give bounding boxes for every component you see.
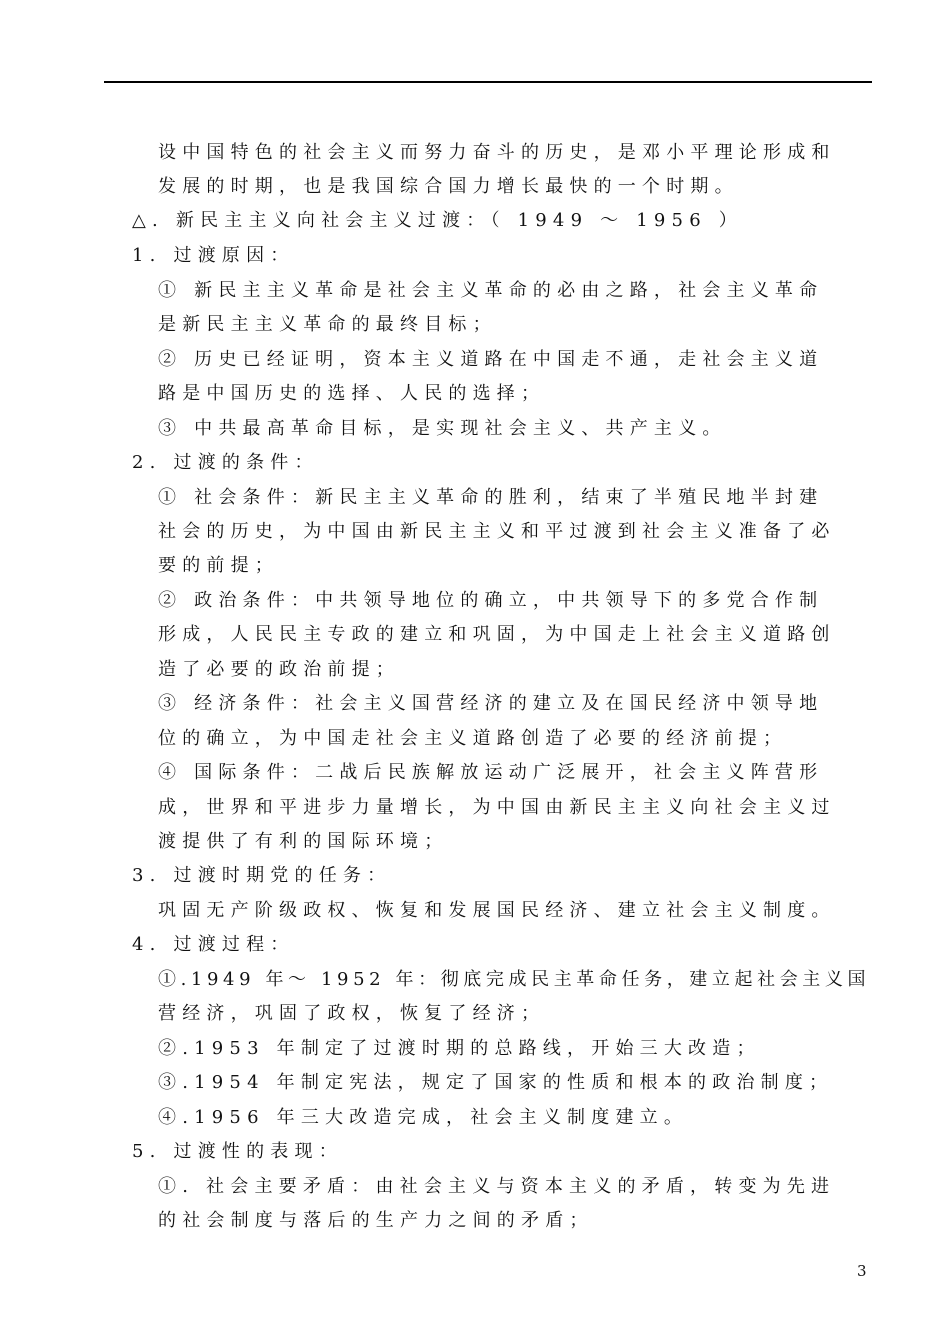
text-line: 造了必要的政治前提； [158,659,400,680]
text-line: ③ 中共最高革命目标，是实现社会主义、共产主义。 [158,418,727,439]
item-heading: 3. 过渡时期党的任务： [132,865,392,886]
text-line: ② 历史已经证明，资本主义道路在中国走不通，走社会主义道 [158,349,824,370]
text-line: ③ 经济条件：社会主义国营经济的建立及在国民经济中领导地 [158,693,824,714]
text-line: 巩固无产阶级政权、恢复和发展国民经济、建立社会主义制度。 [158,900,836,921]
text-line: 路是中国历史的选择、人民的选择； [158,383,546,404]
item-heading: 5. 过渡性的表现： [132,1141,343,1162]
section-heading: △. 新民主主义向社会主义过渡：（ 1949 ～ 1956 ） [132,210,743,231]
text-line: 成，世界和平进步力量增长，为中国由新民主主义向社会主义过 [158,797,836,818]
text-line: ① 社会条件：新民主主义革命的胜利，结束了半殖民地半封建 [158,487,824,508]
text-line: 社会的历史，为中国由新民主主义和平过渡到社会主义准备了必 [158,521,836,542]
text-line: 是新民主主义革命的最终目标； [158,314,497,335]
text-line: ① 新民主主义革命是社会主义革命的必由之路，社会主义革命 [158,280,824,301]
text-line: 营经济，巩固了政权，恢复了经济； [158,1003,546,1024]
text-line: 的社会制度与落后的生产力之间的矛盾； [158,1210,594,1231]
text-line: ② 政治条件：中共领导地位的确立，中共领导下的多党合作制 [158,590,824,611]
text-line: 要的前提； [158,555,279,576]
text-line: ④.1956 年三大改造完成，社会主义制度建立。 [158,1107,689,1128]
item-heading: 4. 过渡过程： [132,934,295,955]
text-line: 形成，人民民主专政的建立和巩固，为中国走上社会主义道路创 [158,624,836,645]
text-line: ①.1949 年～ 1952 年：彻底完成民主革命任务，建立起社会主义国 [158,969,871,990]
text-line: 发展的时期，也是我国综合国力增长最快的一个时期。 [158,176,739,197]
page-number: 3 [857,1262,867,1280]
item-heading: 2. 过渡的条件： [132,452,319,473]
item-heading: 1. 过渡原因： [132,245,295,266]
text-line: 渡提供了有利的国际环境； [158,831,449,852]
header-rule [104,81,872,83]
text-line: ②.1953 年制定了过渡时期的总路线，开始三大改造； [158,1038,761,1059]
text-line: ③.1954 年制定宪法，规定了国家的性质和根本的政治制度； [158,1072,834,1093]
text-line: ④ 国际条件：二战后民族解放运动广泛展开，社会主义阵营形 [158,762,824,783]
text-line: 设中国特色的社会主义而努力奋斗的历史，是邓小平理论形成和 [158,142,836,163]
text-line: 位的确立，为中国走社会主义道路创造了必要的经济前提； [158,728,788,749]
text-line: ①. 社会主要矛盾：由社会主义与资本主义的矛盾，转变为先进 [158,1176,836,1197]
